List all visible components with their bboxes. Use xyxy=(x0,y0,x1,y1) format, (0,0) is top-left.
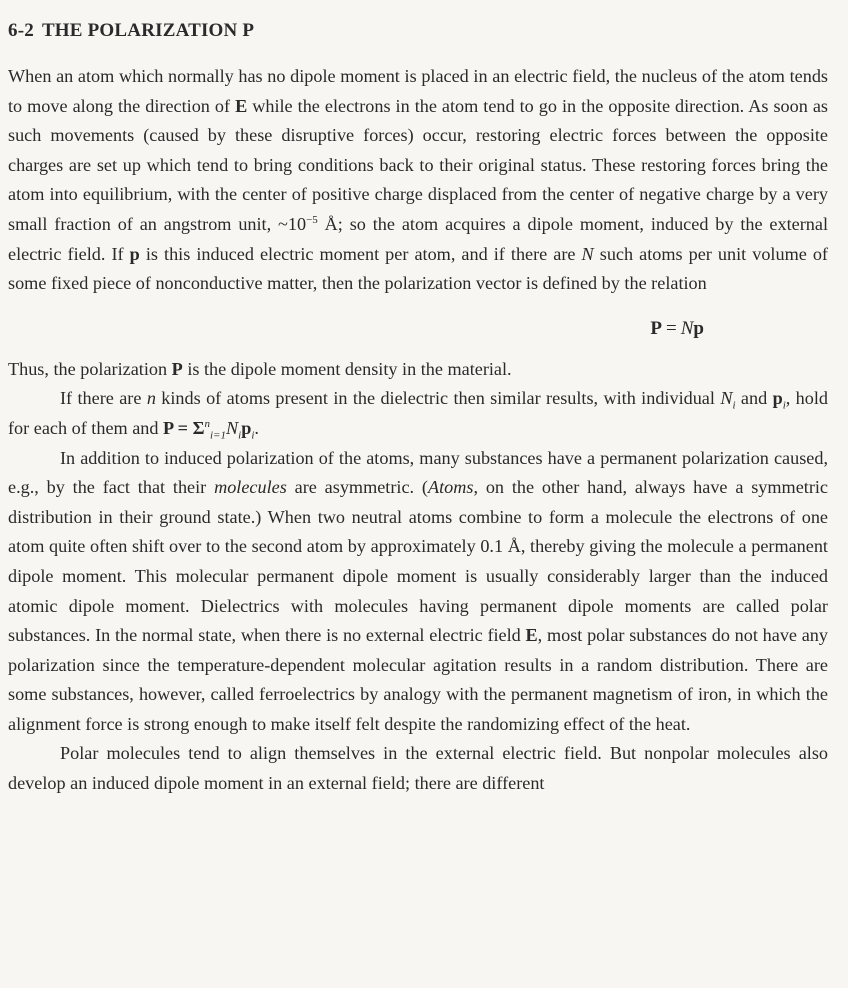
section-number: 6-2 xyxy=(8,20,34,41)
text-run: such atoms per unit volume of some fixed piece of nonconductive matter, then the polarization vector is defined by the relation xyxy=(8,243,828,294)
paragraph-dipole-density xyxy=(8,355,828,385)
sum-lower-limit: i=1 xyxy=(210,429,226,442)
subscript: i xyxy=(782,399,786,412)
equals-sign: = xyxy=(666,317,677,339)
paragraph-induced-dipole xyxy=(8,62,828,299)
text-run: When an atom which normally has no dipole moment is placed in an electric field, the nucleus of the atom tends to move along the direction of xyxy=(8,66,828,116)
subscript: i xyxy=(251,429,255,442)
polarization-equation xyxy=(8,299,828,355)
equation-lhs: P xyxy=(650,317,663,339)
text-run: , hold for each of them and xyxy=(8,388,829,438)
text-run: Å; so the atom acquires a dipole moment, induced by the external electric field. If xyxy=(8,213,828,264)
subscript: i xyxy=(732,399,736,412)
section-heading xyxy=(8,18,828,44)
text-run: is this induced electric moment per atom, and if there are xyxy=(139,243,582,264)
paragraph-multiple-kinds xyxy=(8,384,828,443)
italic-symbol: N xyxy=(225,417,239,438)
vector-symbol: p xyxy=(241,417,252,438)
text-run: , most polar substances do not have any polarization since the temperature-dependent molecular agitation results in a random distribution. There are some substances, however, called ferroelectrics by analogy with the permanent magnetism of iron, in which the alignment force is strong enough to make itself felt despite the randomizing effect of the heat. xyxy=(8,625,828,734)
section-title: THE POLARIZATION P xyxy=(41,20,255,41)
italic-symbol: n xyxy=(146,388,156,409)
text-run: Thus, the polarization xyxy=(8,358,172,379)
italic-term: Atoms xyxy=(427,477,474,498)
exponent: −5 xyxy=(306,213,318,226)
text-run: while the electrons in the atom tend to go in the opposite direction. As soon as such movements (caused by these disruptive forces) occur, restoring electric forces between the opposite charges are set up which tend to bring conditions back to their original status. These restoring forces bring the atom into equilibrium, with the center of positive charge displaced from the center of negative charge by a very small fraction of an angstrom unit, ~10 xyxy=(8,95,828,234)
paragraph-permanent-polarization xyxy=(8,444,828,740)
italic-symbol: N xyxy=(720,388,733,409)
vector-symbol: P xyxy=(171,358,183,379)
text-run: In addition to induced polarization of the atoms, many substances have a permanent polarization caused, e.g., by the fact that their xyxy=(8,447,828,498)
text-run: kinds of atoms present in the dielectric then similar results, with individual xyxy=(155,388,721,409)
text-run: . xyxy=(254,417,259,438)
sum-upper-limit: n xyxy=(204,417,210,430)
italic-term: molecules xyxy=(214,477,287,498)
paragraph-polar-molecules: Polar molecules tend to align themselves in the external electric field. But nonpolar molecules also develop an induced dipole moment in an external field; there are different xyxy=(8,743,828,794)
text-run: and xyxy=(735,388,773,409)
text-run: If there are xyxy=(60,388,147,409)
vector-symbol: p xyxy=(129,243,140,264)
text-run: are asymmetric. ( xyxy=(286,477,428,498)
subscript: i xyxy=(238,429,242,442)
sum-expression: P = Σ xyxy=(163,417,205,438)
italic-symbol: N xyxy=(581,243,594,264)
text-run: is the dipole moment density in the material. xyxy=(182,358,512,379)
vector-symbol: p xyxy=(772,388,783,409)
equation-n: N xyxy=(680,317,694,339)
equation-p: p xyxy=(693,317,704,339)
vector-symbol: E xyxy=(235,95,248,116)
text-run: , on the other hand, always have a symmetric distribution in their ground state.) When two neutral atoms combine to form a molecule the electrons of one atom quite often shift over to the second atom by approximately 0.1 Å, thereby giving the molecule a permanent dipole moment. This molecular permanent dipole moment is usually considerably larger than the induced atomic dipole moment. Dielectrics with molecules having permanent dipole moments are called polar substances. In the normal state, when there is no external electric field xyxy=(8,477,829,646)
vector-symbol: E xyxy=(525,625,538,646)
